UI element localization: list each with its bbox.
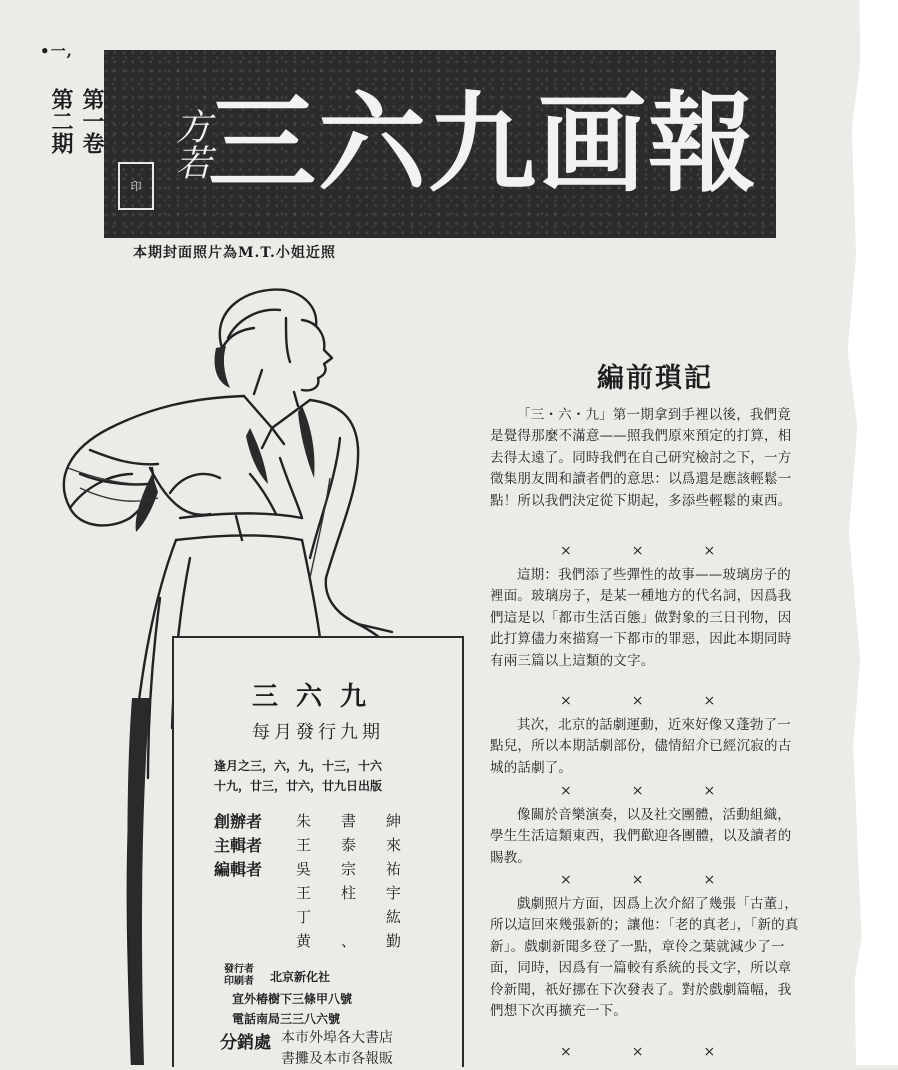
separator-mark: × [631,783,644,799]
staff-name-char: 來 [386,835,402,854]
staff-name-char: 書 [341,811,357,830]
staff-row [214,808,431,832]
paragraph-text: 「三・六・九」第一期拿到手裡以後，我們竟是覺得那麼不滿意——照我們原來預定的打算，相去得太遠了。同時我們在自己研究檢討之下，一方徵集朋友間和讀者們的意思：以爲還是應該輕鬆一點！所以我們決定從下期起，多添些輕鬆的東西。 [490,407,792,509]
address: 宣外椿樹下三條甲八號 [232,992,353,1006]
publisher-role: 發行者 [224,964,254,975]
inset-subtitle: 每月發行九期 [252,722,384,743]
sales-label: 分銷處 [220,1033,271,1053]
separator-row [560,783,715,799]
separator-row [560,543,715,559]
staff-role: 創辦者 [214,811,263,831]
separator-row [560,872,715,888]
separator-mark: × [560,1044,572,1060]
masthead-title: 三六九画報 [207,81,758,207]
publication-dates [214,756,382,796]
paragraph-text: 戲劇照片方面，因爲上次介紹了幾張「古董」，所以這回來幾張新的；讓他：「老的真老」，「新的真新」。戲劇新聞多登了一點，章伶之葉就減少了一面，同時，因爲有一篇較有系統的長文字，所以章伶新聞，祇好挪在下次發表了。對於戲劇篇幅，我們想下次再擴充一下。 [490,896,799,1020]
dates-line: 十九，廿三，廿六，廿九日出版 [214,779,383,793]
separator-mark: × [631,1044,644,1060]
paragraph-text: 這期：我們添了些彈性的故事——玻璃房子的裡面。玻璃房子，是某一種地方的代名詞，因爲我們這是以「都市生活百態」做對象的三日刊物，因此打算儘力來描寫一下都市的罪惡，因此本期同時有兩三篇以上這類的文字。 [490,567,792,669]
masthead [104,50,776,238]
editorial-paragraph [490,894,802,1022]
paragraph-text: 像關於音樂演奏，以及社交團體，活動組織，學生生活這類東西，我們歡迎各團體，以及讀者的賜教。 [490,807,792,866]
staff-name-char: 朱 [296,811,312,830]
staff-role: 主輯者 [214,835,263,855]
sales-line: 本市外埠各大書店 [281,1030,393,1046]
dates-line: 逢月之三，六，九，十三，十六 [214,759,383,773]
staff-row [214,856,431,880]
staff-name-char: 宇 [386,883,402,902]
separator-mark: × [703,1044,716,1060]
staff-name-char: 吳 [296,859,312,878]
separator-mark: × [560,872,572,888]
publication-info-box [172,636,464,1067]
printer-role: 印刷者 [224,976,254,987]
staff-name-char: 丁 [296,907,312,926]
staff-row [214,880,431,904]
separator-mark: × [703,693,716,709]
printer-roles [224,964,254,988]
inset-title: 三六九 [251,682,384,712]
printer-name: 北京新化社 [270,969,331,984]
staff-name-char: 勤 [386,931,402,950]
separator-mark: × [560,543,572,559]
separator-mark: × [703,543,716,559]
separator-mark: × [703,872,716,888]
page-number: •一, [40,42,73,60]
staff-name-char: 王 [296,883,312,902]
masthead-signature: 方若 [170,108,211,180]
separator-row [560,693,715,709]
separator-mark: × [631,872,644,888]
staff-name-char: 紘 [386,907,402,926]
phone: 電話南局三三八六號 [232,1012,341,1026]
sales-outlets [220,1028,393,1070]
staff-row [214,904,431,928]
separator-mark: × [560,693,572,709]
staff-name-char: 泰 [341,835,357,854]
editorial-paragraph [490,405,802,512]
sales-lines [281,1028,393,1070]
editorial-paragraph [490,805,802,869]
staff-role: 編輯者 [214,859,263,879]
volume-issue [48,88,104,154]
staff-name-char: 紳 [386,811,402,830]
paragraph-text: 其次，北京的話劇運動，近來好像又蓬勃了一點兒，所以本期話劇部份，儘情紹介已經沉寂的古城的話劇了。 [490,717,792,776]
staff-name-char: 祐 [386,859,402,878]
staff-name-char: 宗 [341,859,357,878]
issue-label: 第二期 [48,88,73,154]
separator-mark: × [631,543,644,559]
editorial-title: 編前瑣記 [597,363,713,394]
sales-line: 書攤及本市各報販 [281,1051,393,1067]
staff-name-char: 柱 [341,883,357,902]
staff-name-char: 王 [296,835,312,854]
separator-row [560,1044,715,1060]
separator-mark: × [631,693,644,709]
separator-mark: × [560,783,572,799]
printer-info [224,964,330,988]
editorial-paragraph [490,715,802,779]
staff-name-char: 、 [341,931,357,950]
separator-mark: × [703,783,716,799]
volume-label: 第一卷 [79,88,104,154]
staff-row [214,832,431,856]
torn-edge [828,0,898,1065]
staff-list [214,808,431,952]
seal-stamp: 印 [118,162,154,210]
staff-name-char: 黄 [296,931,312,950]
staff-row [214,928,431,952]
cover-caption: 本期封面照片為M.T.小姐近照 [133,245,336,261]
editorial-paragraph [490,565,802,672]
